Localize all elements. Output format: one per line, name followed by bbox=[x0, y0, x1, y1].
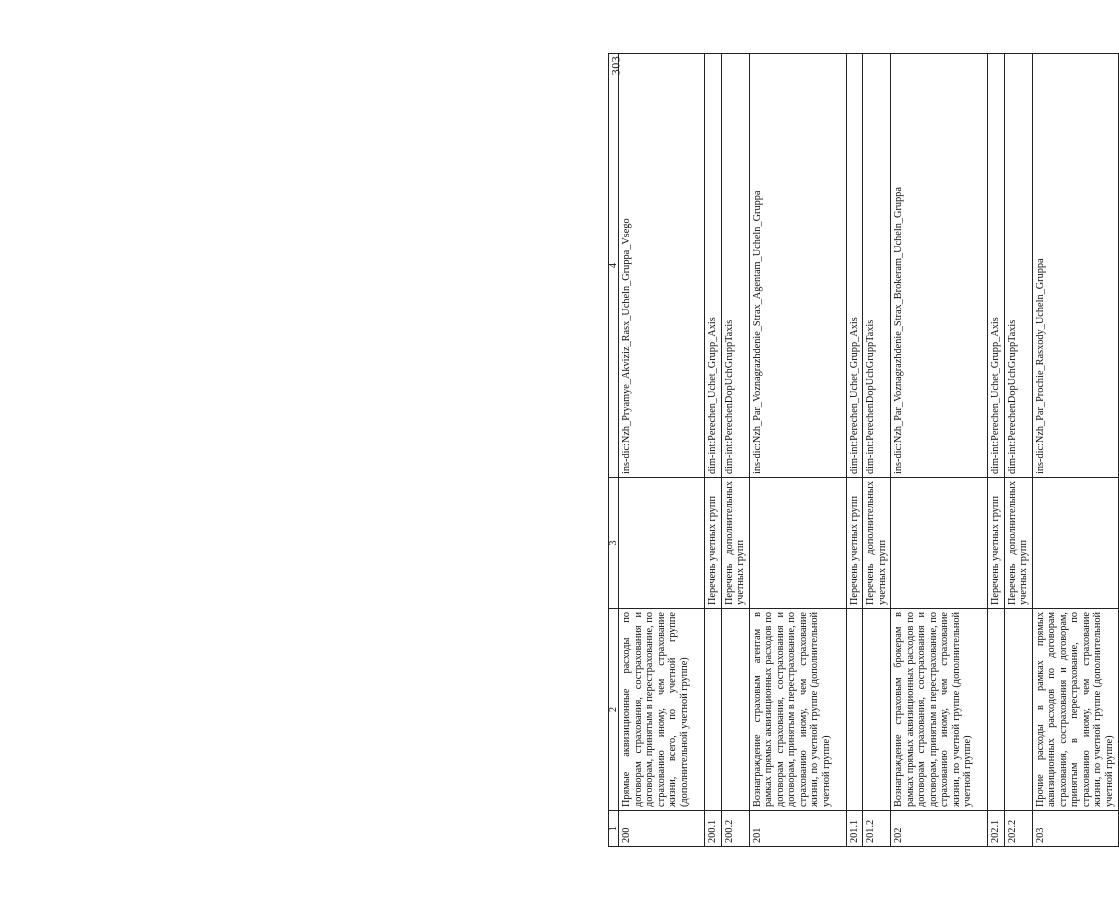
table-row bbox=[705, 54, 722, 847]
table-row bbox=[846, 54, 863, 847]
row-concept: dim-int:PerechenDopUchGruppTaxis bbox=[1004, 54, 1032, 478]
row-concept: dim-int:PerechenDopUchGruppTaxis bbox=[863, 54, 891, 478]
row-dimension bbox=[619, 478, 705, 609]
row-description bbox=[721, 609, 749, 811]
row-description bbox=[846, 609, 863, 811]
rotated-table-wrapper bbox=[608, 54, 1118, 847]
row-code: 202.2 bbox=[1004, 811, 1032, 847]
row-dimension bbox=[749, 478, 846, 609]
row-dimension: Перечень дополнительных учетных групп bbox=[721, 478, 749, 609]
row-description bbox=[1004, 609, 1032, 811]
table-row bbox=[1032, 54, 1118, 847]
row-description bbox=[863, 609, 891, 811]
table-row bbox=[891, 54, 988, 847]
row-dimension bbox=[1032, 478, 1118, 609]
page-number: 303 bbox=[608, 55, 623, 76]
table-header-row bbox=[609, 54, 619, 847]
column-header: 2 bbox=[609, 609, 619, 811]
row-concept: dim-int:PerechenDopUchGruppTaxis bbox=[721, 54, 749, 478]
row-description: Прямые аквизиционные расходы по договорам страхования, сострахования и договорам, принятым в перестрахование, по страхованию иному, чем страхование жизни, всего, по учетной группе (дополнительной учетной группе) bbox=[619, 609, 705, 811]
row-dimension bbox=[891, 478, 988, 609]
data-table bbox=[608, 53, 1119, 847]
row-code: 200.2 bbox=[721, 811, 749, 847]
row-concept: ins-dic:Nzh_Par_Voznagrazhdenie_Strax_Agentam_Ucheln_Gruppa bbox=[749, 54, 846, 478]
row-description bbox=[705, 609, 722, 811]
row-code: 202 bbox=[891, 811, 988, 847]
row-code: 202.1 bbox=[988, 811, 1005, 847]
row-concept: dim-int:Perechen_Uchet_Grupp_Axis bbox=[988, 54, 1005, 478]
row-concept: dim-int:Perechen_Uchet_Grupp_Axis bbox=[705, 54, 722, 478]
table-row bbox=[988, 54, 1005, 847]
row-dimension: Перечень дополнительных учетных групп bbox=[863, 478, 891, 609]
row-code: 201 bbox=[749, 811, 846, 847]
column-header: 3 bbox=[609, 478, 619, 609]
row-dimension: Перечень учетных групп bbox=[846, 478, 863, 609]
row-description: Прочие расходы в рамках прямых аквизиционных расходов по договорам страхования, сострахования и договорам, принятым в перестрахование, по страхованию иному, чем страхование жизни, по учетной группе (дополнительной учетной группе) bbox=[1032, 609, 1118, 811]
table-row bbox=[749, 54, 846, 847]
row-dimension: Перечень учетных групп bbox=[988, 478, 1005, 609]
row-description: Вознаграждение страховым агентам в рамках прямых аквизиционных расходов по договорам страхования, сострахования и договорам, принятым в перестрахование, по страхованию иному, чем страхование жизни, по учетной группе (дополнительной учетной группе) bbox=[749, 609, 846, 811]
table-row bbox=[1004, 54, 1032, 847]
row-description bbox=[988, 609, 1005, 811]
table-row bbox=[619, 54, 705, 847]
row-dimension: Перечень дополнительных учетных групп bbox=[1004, 478, 1032, 609]
row-code: 203 bbox=[1032, 811, 1118, 847]
row-dimension: Перечень учетных групп bbox=[705, 478, 722, 609]
column-header: 4 bbox=[609, 54, 619, 478]
row-concept: dim-int:Perechen_Uchet_Grupp_Axis bbox=[846, 54, 863, 478]
row-code: 200.1 bbox=[705, 811, 722, 847]
column-header: 1 bbox=[609, 811, 619, 847]
row-description: Вознаграждение страховым брокерам в рамках прямых аквизиционных расходов по договорам страхования, сострахования и договорам, принятым в перестрахование, по страхованию иному, чем страхование жизни, по учетной группе (дополнительной учетной группе) bbox=[891, 609, 988, 811]
row-code: 200 bbox=[619, 811, 705, 847]
table-row bbox=[721, 54, 749, 847]
row-concept: ins-dic:Nzh_Par_Voznagrazhdenie_Strax_Brokeram_Ucheln_Gruppa bbox=[891, 54, 988, 478]
table-row bbox=[863, 54, 891, 847]
row-concept: ins-dic:Nzh_Pryamye_Akviziz_Rasx_Ucheln_Gruppa_Vsego bbox=[619, 54, 705, 478]
row-code: 201.2 bbox=[863, 811, 891, 847]
row-code: 201.1 bbox=[846, 811, 863, 847]
row-concept: ins-dic:Nzh_Par_Prochie_Rasxody_Ucheln_Gruppa bbox=[1032, 54, 1118, 478]
